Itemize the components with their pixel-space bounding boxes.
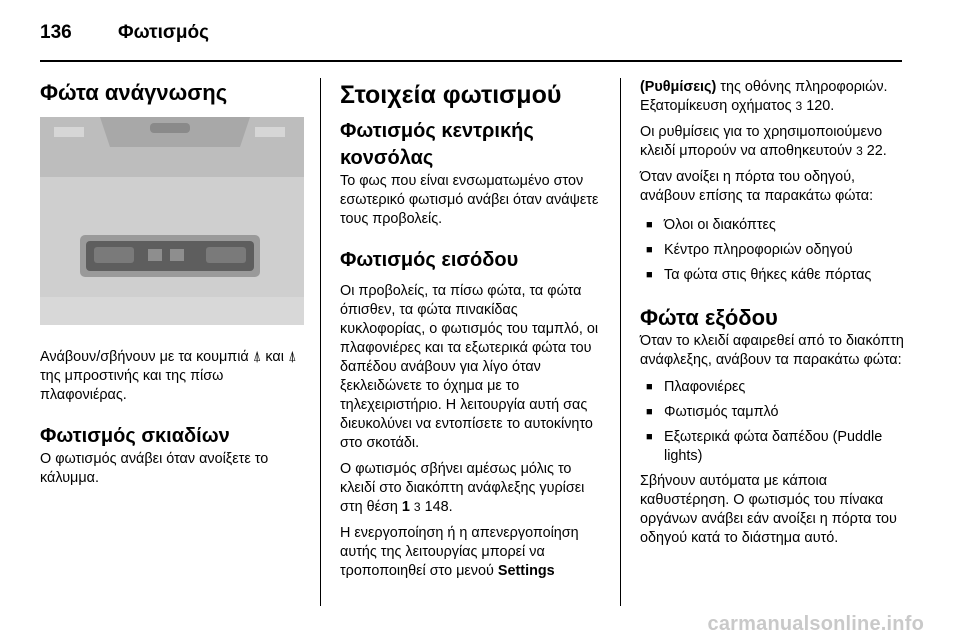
list-item: ■ Κέντρο πληροφοριών οδηγού [640,241,904,260]
reading-light-icon: ⍋ [287,349,297,365]
entry-lighting-text-3: Η ενεργοποίηση ή η απενεργοποίηση αυτής της λειτουργίας μπορεί να τροποποιηθεί στο μενού Settings [340,525,579,579]
column-divider [620,78,621,606]
reading-lights-text: Ανάβουν/σβήνουν με τα κουμπιά ⍋ και ⍋ της μπροστινής και της πίσω πλαφονιέρας. [40,349,297,403]
running-title: Φωτισμός [118,22,209,43]
column-2 [340,80,604,581]
list-item: ■ Φωτισμός ταμπλό [640,403,904,422]
exit-lights-list [640,378,904,466]
exit-lights-heading: Φώτα εξόδου [640,305,778,330]
driver-door-lights-list [640,216,904,285]
header-rule [40,60,902,62]
column-divider [320,78,321,606]
reading-lights-photo [40,117,304,325]
console-lighting-heading: Φωτισμός κεντρικής κονσόλας [340,120,534,169]
reading-lights-heading: Φώτα ανάγνωσης [40,80,228,105]
column-1 [40,78,304,488]
column-3 [640,78,904,548]
page-ref-icon: 3 [795,99,803,113]
reading-light-icon: ⍋ [252,349,262,365]
page-ref-icon: 3 [413,500,421,514]
list-item: ■ Τα φώτα στις θήκες κάθε πόρτας [640,266,904,285]
entry-lighting-heading: Φωτισμός εισόδου [340,249,519,271]
page-ref-icon: 3 [856,144,863,158]
entry-lighting-text-2: Ο φωτισμός σβήνει αμέσως μόλις το κλειδί στο διακόπτη ανάφλεξης γυρίσει στη θέση 1 3 148. [340,461,585,515]
watermark: carmanualsonline.info [707,613,924,635]
key-settings-text: Οι ρυθμίσεις για το χρησιμοποιούμενο κλειδί μπορούν να αποθηκευτούν 3 22. [640,124,887,159]
entry-lighting-text: Οι προβολείς, τα πίσω φώτα, τα φώτα όπισθεν, τα φώτα πινακίδας κυκλοφορίας, ο φωτισμός του ταμπλό, οι πλαφονιέρες και τα εξωτερικά φώτα του δαπέδου ανάβουν για λίγο όταν ξεκλειδώνετε το όχημα με το τηλεχειριστήριο. Η λειτουργία αυτή σας διευκολύνει να εντοπίσετε το αυτοκίνητο στο σκοτάδι. [340,283,599,451]
page-header [0,0,960,60]
driver-door-text: Όταν ανοίξει η πόρτα του οδηγού, ανάβουν επίσης τα παρακάτω φώτα: [640,169,874,204]
list-item: ■ Εξωτερικά φώτα δαπέδου (Puddle lights) [640,428,904,466]
exit-lights-text: Όταν το κλειδί αφαιρεθεί από το διακόπτη ανάφλεξης, ανάβουν τα παρακάτω φώτα: [640,333,904,368]
console-lighting-text: Το φως που είναι ενσωματωμένο στον εσωτερικό φωτισμό ανάβει όταν ανάψετε τους προβολείς. [340,173,599,227]
visor-lights-heading: Φωτισμός σκιαδίων [40,425,230,447]
exit-lights-delay-text: Σβήνουν αυτόματα με κάποια καθυστέρηση. Ο φωτισμός του πίνακα οργάνων ανάβει εάν ανοίξει η πόρτα του οδηγού κατά το διάστημα αυτό. [640,473,897,546]
list-item: ■ Πλαφονιέρες [640,378,904,397]
visor-lights-text: Ο φωτισμός ανάβει όταν ανοίξετε το κάλυμμα. [40,451,269,486]
page-number: 136 [40,22,72,43]
list-item: ■ Όλοι οι διακόπτες [640,216,904,235]
lighting-features-heading: Στοιχεία φωτισμού [340,81,562,109]
settings-text: (Ρυθμίσεις) της οθόνης πληροφοριών. Εξατομίκευση οχήματος 3 120. [640,79,888,114]
